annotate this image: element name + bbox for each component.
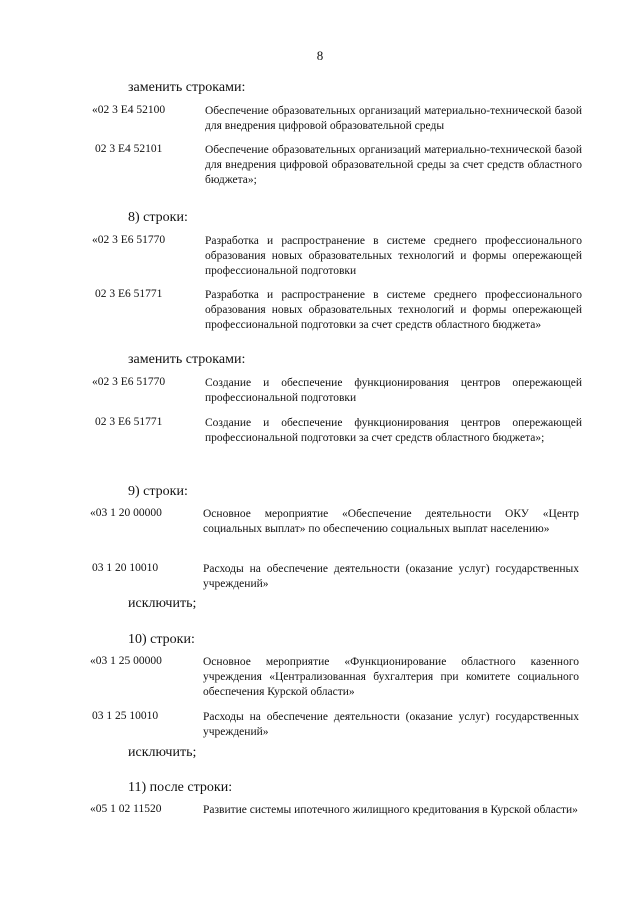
row-description: Разработка и распространение в системе среднего профессионального образования новых образовательных технологий и формы опережающей профессиональной подготовки [205, 235, 582, 277]
row-description: Обеспечение образовательных организаций материально-технической базой для внедрения цифровой образовательной среды за счет средств областного бюджета»; [205, 144, 582, 186]
section-heading: 8) строки: [128, 210, 188, 225]
row-code: «03 1 25 00000 [90, 655, 162, 667]
section-heading: исключить; [128, 596, 197, 611]
row-code: 03 1 20 10010 [92, 562, 159, 574]
row-code: «03 1 20 00000 [90, 507, 162, 519]
row-code: «02 3 Е4 52100 [92, 104, 166, 116]
row-code: «02 3 Е6 51770 [92, 376, 166, 388]
section-heading: заменить строками: [128, 80, 246, 95]
row-description: Создание и обеспечение функционирования центров опережающей профессиональной подготовки [205, 377, 582, 404]
row-description: Развитие системы ипотечного жилищного кредитования в Курской области» [203, 804, 578, 816]
row-code: 02 3 Е4 52101 [95, 143, 163, 155]
section-heading: 9) строки: [128, 484, 188, 499]
row-description: Разработка и распространение в системе среднего профессионального образования новых образовательных технологий и формы опережающей профессиональной подготовки за счет средств областного бюджета» [205, 289, 582, 331]
section-heading: исключить; [128, 745, 197, 760]
row-code: 02 3 Е6 51771 [95, 416, 163, 428]
row-description: Основное мероприятие «Функционирование областного казенного учреждения «Централизованная бухгалтерия при комитете социального обеспечения Курской области» [203, 656, 579, 698]
row-description: Расходы на обеспечение деятельности (оказание услуг) государственных учреждений» [203, 563, 579, 590]
row-description: Создание и обеспечение функционирования центров опережающей профессиональной подготовки за счет средств областного бюджета»; [205, 417, 582, 444]
row-code: 02 3 Е6 51771 [95, 288, 163, 300]
row-code: «05 1 02 11520 [90, 803, 162, 815]
section-heading: 10) строки: [128, 632, 195, 647]
section-heading: 11) после строки: [128, 780, 233, 795]
row-description: Обеспечение образовательных организаций материально-технической базой для внедрения цифровой образовательной среды [205, 105, 582, 132]
section-heading: заменить строками: [128, 352, 246, 367]
row-description: Расходы на обеспечение деятельности (оказание услуг) государственных учреждений» [203, 711, 579, 738]
row-code: 03 1 25 10010 [92, 710, 159, 722]
row-code: «02 3 Е6 51770 [92, 234, 166, 246]
row-description: Основное мероприятие «Обеспечение деятельности ОКУ «Центр социальных выплат» по обеспечению социальных выплат населению» [203, 508, 579, 535]
page-number: 8 [316, 48, 324, 63]
